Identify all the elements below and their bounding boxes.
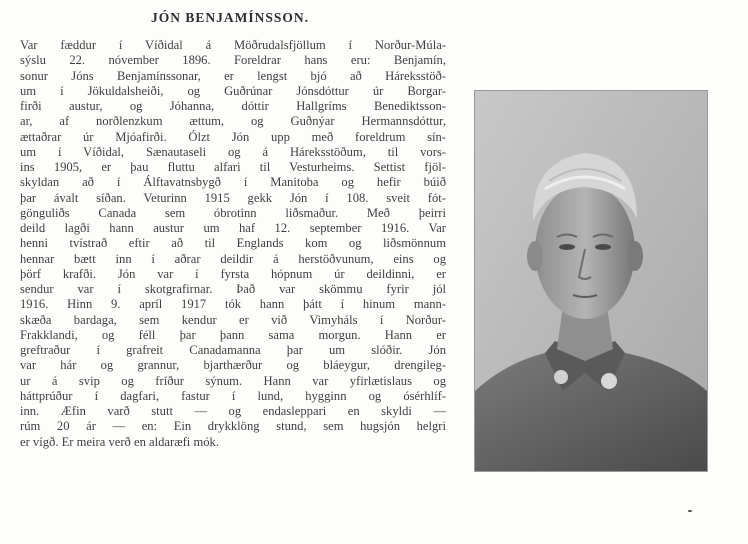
ear-right bbox=[627, 241, 643, 271]
text-line: þar ávalt síðan. Veturinn 1915 gekk Jón í 108. sveit fót- bbox=[20, 190, 446, 205]
text-line: firði austur, og Jóhanna, dóttir Hallgríms Benediktsson- bbox=[20, 99, 446, 113]
collar-badge-left bbox=[554, 370, 568, 384]
text-line: sonur Jóns Benjamínssonar, er lengst bjó að Háreksstöð- bbox=[20, 68, 446, 83]
page-title: JÓN BENJAMÍNSSON. bbox=[150, 10, 310, 25]
text-line: ur á svip og fríður sýnum. Hann var yfirlætislaus og bbox=[20, 373, 446, 388]
text-line: um í Jökuldalsheiði, og Guðrúnar Jónsdóttur úr Borgar- bbox=[20, 83, 446, 98]
text-line: ar, af norðlenzkum ættum, og Guðnýar Hermannsdóttur, bbox=[20, 114, 446, 129]
text-line: um í Víðidal, Sænautaseli og á Háreksstöðum, til vors- bbox=[20, 144, 446, 159]
text-line: greftraður í grafreit Canadamanna þar um slóðir. Jón bbox=[20, 343, 446, 357]
text-line: ættaðrar úr Mjóafirði. Ólzt Jón upp með foreldrum sín- bbox=[20, 129, 446, 144]
text-line: sýslu 22. nóvember 1896. Foreldrar hans eru: Benjamín, bbox=[20, 53, 446, 68]
ear-left bbox=[527, 241, 543, 271]
eye-left bbox=[559, 244, 575, 250]
text-line: þörf krafði. Jón var í fyrsta hópnum úr deildinni, er bbox=[20, 266, 446, 281]
text-line: gönguliðs Canada sem óbrotinn liðsmaður. Með þeirri bbox=[20, 205, 446, 220]
text-line: sendur var í skotgrafirnar. Það var skömmu fyrir jól bbox=[20, 282, 446, 296]
text-line: er vígð. Er meira verð en aldaræfi mók. bbox=[20, 434, 219, 449]
text-line: deild lagði hann austur um haf 12. september 1916. Var bbox=[20, 221, 446, 235]
text-line: henni tvístrað eftir að til Englands kom og liðsmönnum bbox=[20, 236, 446, 251]
text-line: rúm 20 ár — en: Ein drykklöng stund, sem hugsjón helgri bbox=[20, 419, 446, 434]
collar-badge-right bbox=[601, 373, 617, 389]
text-line: Var fæddur í Víðidal á Möðrudalsfjöllum í Norður-Múla- bbox=[20, 38, 446, 52]
text-line: háttprúður í dagfari, fastur í lund, hygginn og ósérhlíf- bbox=[20, 388, 446, 403]
eye-right bbox=[595, 244, 611, 250]
text-line: 1916. Hinn 9. apríl 1917 tók hann þátt í hinum mann- bbox=[20, 297, 446, 312]
text-line: skæða bardaga, sem kendur er við Vimyháls í Norður- bbox=[20, 312, 446, 327]
text-line: hennar bætt inn í aðrar deildir á herstöðvunum, eins og bbox=[20, 251, 446, 266]
print-speck bbox=[688, 510, 692, 512]
portrait-photo bbox=[474, 90, 708, 472]
text-line: Frakklandi, og féll þar þann sama morgun. Hann er bbox=[20, 327, 446, 342]
text-line: var hár og grannur, bjarthærður og bláeygur, drengileg- bbox=[20, 358, 446, 373]
text-line: inn. Æfin varð stutt — og endasleppari en skyldi — bbox=[20, 404, 446, 418]
text-line: skyldan að í Álftavatnsbygð í Manitoba og hefir búið bbox=[20, 175, 446, 190]
text-line: ins 1905, er þau fluttu alfari til Vesturheims. Settist fjöl- bbox=[20, 160, 446, 174]
biography-text bbox=[20, 38, 446, 450]
portrait-illustration bbox=[475, 91, 707, 471]
